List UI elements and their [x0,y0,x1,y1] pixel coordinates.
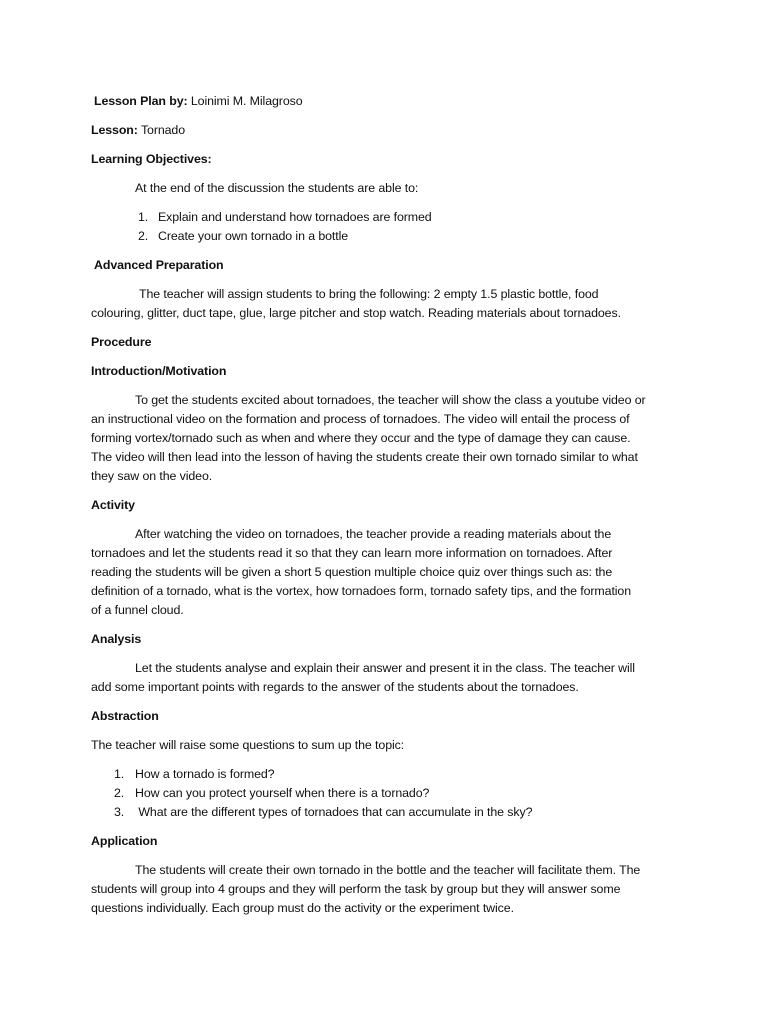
objectives-heading: Learning Objectives: [91,152,212,166]
analysis-heading: Analysis [91,632,142,646]
paragraph-line: students will group into 4 groups and they will perform the task by group but they will answer some [91,882,621,896]
question-text: How a tornado is formed? [135,767,275,781]
paragraph-line: add some important points with regards to the answer of the students about the tornadoes. [91,680,579,694]
paragraph-line: definition of a tornado, what is the vortex, how tornadoes form, tornado safety tips, and the formation [91,584,632,598]
objective-item [91,227,683,246]
application-heading: Application [91,834,158,848]
paragraph-line: tornadoes and let the students read it so that they can learn more information on tornadoes. After [91,546,613,560]
question-text: How can you protect yourself when there is a tornado? [135,786,430,800]
lesson-title: Tornado [140,123,186,137]
paragraph-line: reading the students will be given a short 5 question multiple choice quiz over things such as: the [91,565,613,579]
question-number: 1. [114,767,125,781]
paragraph-line: The video will then lead into the lesson of having the students create their own tornado similar to what [91,450,638,464]
preparation-paragraph [91,285,683,323]
question-item [91,784,683,803]
procedure-heading: Procedure [91,335,152,349]
question-number: 3. [114,805,125,819]
abstraction-intro: The teacher will raise some questions to sum up the topic: [91,738,405,752]
introduction-paragraph [91,391,683,486]
objective-item [91,208,683,227]
paragraph-line: colouring, glitter, duct tape, glue, large pitcher and stop watch. Reading materials about tornadoes. [91,306,621,320]
question-item [91,803,683,822]
objective-text: Create your own tornado in a bottle [158,229,349,243]
paragraph-line: The students will create their own tornado in the bottle and the teacher will facilitate them. The [135,863,641,877]
objective-number: 1. [138,210,149,224]
preparation-heading: Advanced Preparation [94,258,224,272]
question-item [91,765,683,784]
paragraph-line: The teacher will assign students to bring the following: 2 empty 1.5 plastic bottle, food [139,287,599,301]
paragraph-line: After watching the video on tornadoes, the teacher provide a reading materials about the [135,527,612,541]
paragraph-line: they saw on the video. [91,469,213,483]
lesson-label: Lesson: [91,123,138,137]
paragraph-line: To get the students excited about tornadoes, the teacher will show the class a youtube video or [135,393,646,407]
abstraction-heading: Abstraction [91,709,159,723]
objectives-list [91,208,683,246]
paragraph-line: an instructional video on the formation and process of tornadoes. The video will entail the process of [91,412,630,426]
question-text: What are the different types of tornadoes that can accumulate in the sky? [135,805,533,819]
plan-author-name: Loinimi M. Milagroso [190,94,303,108]
plan-author-label: Lesson Plan by: [94,94,188,108]
lesson-title-line [91,121,683,140]
objective-text: Explain and understand how tornadoes are formed [158,210,432,224]
plan-author-line [91,92,683,111]
paragraph-line: of a funnel cloud. [91,603,184,617]
analysis-paragraph [91,659,683,697]
paragraph-line: Let the students analyse and explain their answer and present it in the class. The teacher will [135,661,635,675]
objective-number: 2. [138,229,149,243]
lesson-plan-document [91,92,683,918]
question-number: 2. [114,786,125,800]
application-paragraph [91,861,683,918]
paragraph-line: questions individually. Each group must do the activity or the experiment twice. [91,901,514,915]
objectives-intro: At the end of the discussion the students are able to: [135,181,419,195]
activity-heading: Activity [91,498,135,512]
paragraph-line: forming vortex/tornado such as when and where they occur and the type of damage they can cause. [91,431,631,445]
activity-paragraph [91,525,683,620]
introduction-heading: Introduction/Motivation [91,364,227,378]
abstraction-questions-list [91,765,683,822]
